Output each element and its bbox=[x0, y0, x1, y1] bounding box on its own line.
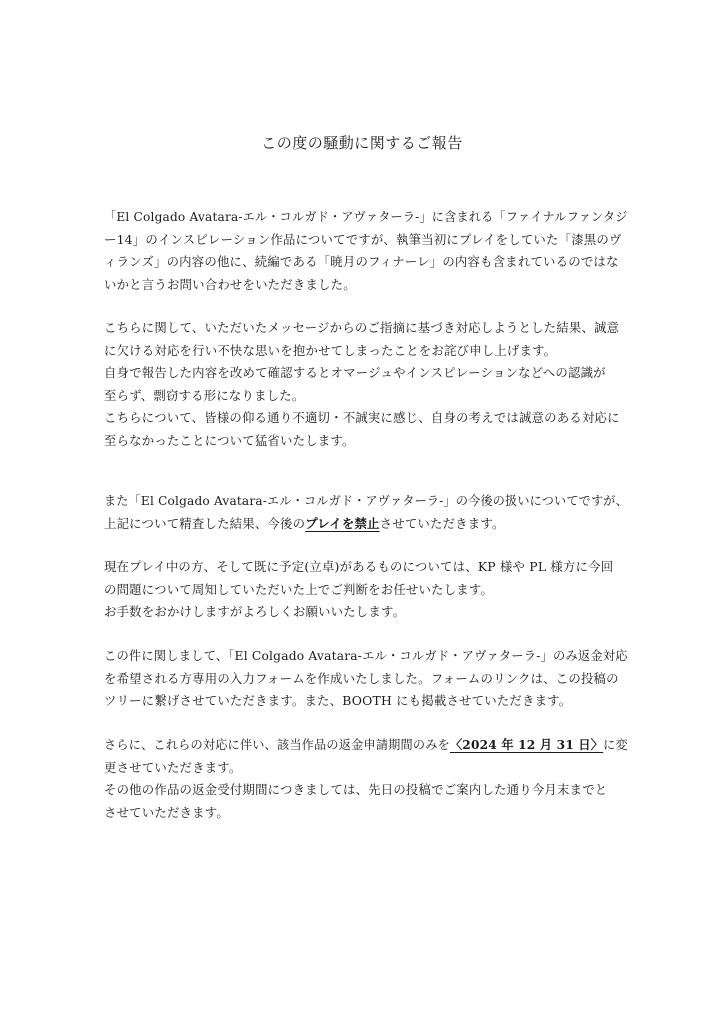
paragraph-line: 至らず、剽窃する形になりました。 bbox=[104, 387, 305, 403]
paragraph-line: 更させていただきます。 bbox=[104, 759, 242, 775]
paragraph-line bbox=[104, 734, 628, 757]
paragraph-line: を希望される方専用の入力フォームを作成いたしました。フォームのリンクは、この投稿の bbox=[104, 670, 619, 686]
paragraph-line: 「El Colgado Avatara-エル・コルガド・アヴァターラ-」に含まれる「ファイナルファンタジ bbox=[104, 209, 628, 224]
paragraph-line: させていただきます。 bbox=[104, 804, 229, 820]
paragraph-inquiry bbox=[104, 206, 628, 296]
paragraph-line: 至らなかったことについて猛省いたします。 bbox=[104, 432, 355, 448]
paragraph-line: こちらについて、皆様の仰る通り不適切・不誠実に感じ、自身の考えでは誠意のある対応に bbox=[104, 410, 620, 426]
text-segment: 上記について精査した結果、今後の bbox=[104, 515, 306, 531]
play-ban-emphasis: プレイを禁止 bbox=[305, 515, 380, 531]
paragraph-line: いかと言うお問い合わせをいただきました。 bbox=[104, 276, 356, 292]
paragraph-line: ー14」のインスピレーション作品についてですが、執筆当初にプレイをしていた「漆黒のヴ bbox=[104, 231, 622, 247]
page-title: この度の騒動に関するご報告 bbox=[261, 134, 463, 152]
text-segment: に変 bbox=[603, 737, 628, 752]
paragraph-apology bbox=[104, 317, 628, 453]
paragraph-line: に欠ける対応を行い不快な思いを抱かせてしまったことをお詫び申し上げます。 bbox=[104, 342, 557, 358]
text-segment: さらに、これらの対応に伴い、該当作品の返金申請期間のみを bbox=[104, 737, 450, 752]
paragraph-play-ban bbox=[104, 490, 628, 535]
text-segment: させていただきます。 bbox=[379, 515, 505, 531]
paragraph-line: こちらに関して、いただいたメッセージからのご指摘に基づき対応しようとした結果、誠意 bbox=[104, 320, 620, 335]
paragraph-line bbox=[104, 513, 628, 536]
paragraph-line: 自身で報告した内容を改めて確認するとオマージュやインスピレーションなどへの認識が bbox=[104, 365, 606, 381]
paragraph-line: また「El Colgado Avatara-エル・コルガド・アヴァターラ-」の今後の扱いについてですが、 bbox=[104, 493, 628, 508]
paragraph-line: ィランズ」の内容の他に、続編である「暁月のフィナーレ」の内容も含まれているのではな bbox=[104, 254, 619, 270]
paragraph-line: の問題について周知していただいた上でご判断をお任せいたします。 bbox=[104, 581, 494, 597]
refund-deadline-emphasis: 〈2024 年 12 月 31 日〉 bbox=[449, 737, 604, 752]
paragraph-line: この件に関しまして、「El Colgado Avatara-エル・コルガド・アヴァターラ-」のみ返金対応 bbox=[104, 648, 628, 663]
paragraph-refund-period bbox=[104, 734, 628, 824]
paragraph-refund-form bbox=[104, 645, 628, 713]
paragraph-line: 現在プレイ中の方、そして既に予定(立卓)があるものについては、KP 様や PL 様方に今回 bbox=[104, 559, 614, 574]
paragraph-current-play bbox=[104, 556, 628, 624]
paragraph-line: ツリーに繋げさせていただきます。また、BOOTH にも掲載させていただきます。 bbox=[104, 693, 572, 709]
paragraph-line: お手数をおかけしますがよろしくお願いいたします。 bbox=[104, 604, 406, 620]
paragraph-line: その他の作品の返金受付期間につきましては、先日の投稿でご案内した通り今月末までと bbox=[104, 782, 608, 798]
